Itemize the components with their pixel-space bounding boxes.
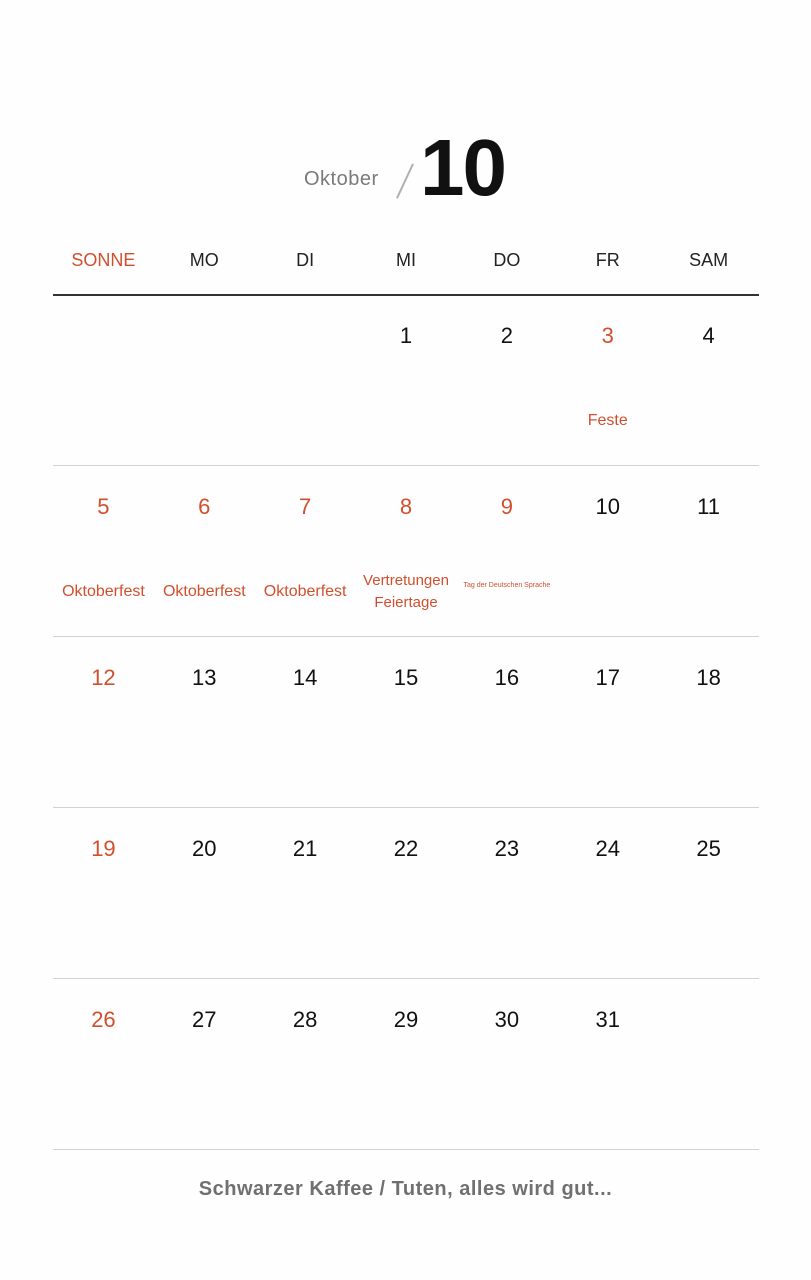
- day-number: 10: [595, 494, 620, 519]
- day-event-label: Feste: [587, 412, 628, 429]
- month-number: 10: [420, 123, 505, 212]
- day-event-label: Oktoberfest: [162, 583, 246, 600]
- day-number: 7: [299, 494, 312, 519]
- week-row: [53, 466, 759, 637]
- day-number: 4: [702, 323, 715, 348]
- day-cell[interactable]: [557, 979, 658, 1149]
- divider-slash: [396, 163, 413, 198]
- weekday-monday: MO: [189, 250, 219, 270]
- empty-day-cell: [658, 979, 759, 1149]
- weekday-friday: FR: [595, 250, 620, 270]
- day-number: 9: [500, 494, 513, 519]
- day-number: 27: [192, 1007, 217, 1032]
- week-row: [53, 295, 759, 466]
- day-number: 21: [292, 836, 318, 861]
- day-number: 23: [494, 836, 520, 861]
- day-number: 3: [601, 323, 614, 348]
- day-event-label: Oktoberfest: [263, 583, 347, 600]
- day-cell[interactable]: [557, 466, 658, 636]
- day-cell[interactable]: [356, 466, 457, 636]
- day-cell[interactable]: [255, 979, 356, 1149]
- empty-day-cell: [53, 295, 154, 465]
- day-number: 2: [500, 323, 513, 348]
- day-number: 29: [393, 1007, 419, 1032]
- weekday-sunday: SONNE: [71, 250, 136, 270]
- day-cell[interactable]: [356, 979, 457, 1149]
- day-cell[interactable]: [53, 466, 154, 636]
- day-cell[interactable]: [456, 466, 557, 636]
- day-cell[interactable]: [658, 808, 759, 978]
- day-cell[interactable]: [456, 979, 557, 1149]
- month-name: Oktober: [304, 168, 379, 190]
- day-number: 30: [494, 1007, 520, 1032]
- weekday-thursday: DO: [493, 250, 521, 270]
- day-number: 18: [696, 665, 721, 690]
- weekday-saturday: SAM: [689, 250, 729, 270]
- day-number: 11: [697, 494, 720, 519]
- day-cell[interactable]: [53, 979, 154, 1149]
- day-cell[interactable]: [53, 808, 154, 978]
- day-cell[interactable]: [557, 808, 658, 978]
- day-number: 15: [393, 665, 419, 690]
- day-number: 13: [192, 665, 217, 690]
- day-number: 17: [595, 665, 620, 690]
- empty-day-cell: [255, 295, 356, 465]
- day-cell[interactable]: [557, 295, 658, 465]
- calendar-header: [0, 0, 811, 230]
- weekday-tuesday: DI: [296, 250, 315, 270]
- day-cell[interactable]: [154, 808, 255, 978]
- day-cell[interactable]: [456, 637, 557, 807]
- weekday-header-row: [53, 240, 759, 280]
- day-cell[interactable]: [456, 808, 557, 978]
- week-row: [53, 979, 759, 1150]
- day-number: 6: [198, 494, 211, 519]
- day-cell[interactable]: [658, 637, 759, 807]
- day-cell[interactable]: [154, 466, 255, 636]
- weekday-wednesday: MI: [396, 250, 416, 270]
- day-number: 19: [91, 836, 116, 861]
- day-cell[interactable]: [557, 637, 658, 807]
- day-number: 22: [393, 836, 419, 861]
- day-cell[interactable]: [356, 808, 457, 978]
- day-number: 25: [696, 836, 721, 861]
- day-cell[interactable]: [154, 979, 255, 1149]
- day-number: 16: [494, 665, 520, 690]
- day-cell[interactable]: [154, 637, 255, 807]
- day-cell[interactable]: [53, 637, 154, 807]
- day-number: 14: [292, 665, 318, 690]
- day-number: 24: [595, 836, 620, 861]
- empty-day-cell: [154, 295, 255, 465]
- week-row: [53, 637, 759, 808]
- day-cell[interactable]: [356, 637, 457, 807]
- calendar-grid: [53, 295, 759, 1150]
- day-event-label: Vertretungen Feiertage: [363, 572, 449, 611]
- day-cell[interactable]: [255, 466, 356, 636]
- day-event-label: Tag der Deutschen Sprache: [463, 582, 551, 589]
- day-cell[interactable]: [255, 808, 356, 978]
- day-number: 28: [292, 1007, 318, 1032]
- day-number: 5: [97, 494, 110, 519]
- day-number: 26: [91, 1007, 116, 1032]
- footer-tagline: Schwarzer Kaffee / Tuten, alles wird gut...: [198, 1178, 613, 1200]
- day-number: 1: [399, 323, 413, 348]
- day-number: 20: [192, 836, 217, 861]
- week-row: [53, 808, 759, 979]
- day-number: 12: [91, 665, 116, 690]
- day-cell[interactable]: [456, 295, 557, 465]
- day-event-label: Oktoberfest: [62, 583, 145, 600]
- day-number: 31: [595, 1007, 620, 1032]
- day-cell[interactable]: [658, 466, 759, 636]
- day-cell[interactable]: [658, 295, 759, 465]
- day-number: 8: [399, 494, 413, 519]
- day-cell[interactable]: [255, 637, 356, 807]
- day-cell[interactable]: [356, 295, 457, 465]
